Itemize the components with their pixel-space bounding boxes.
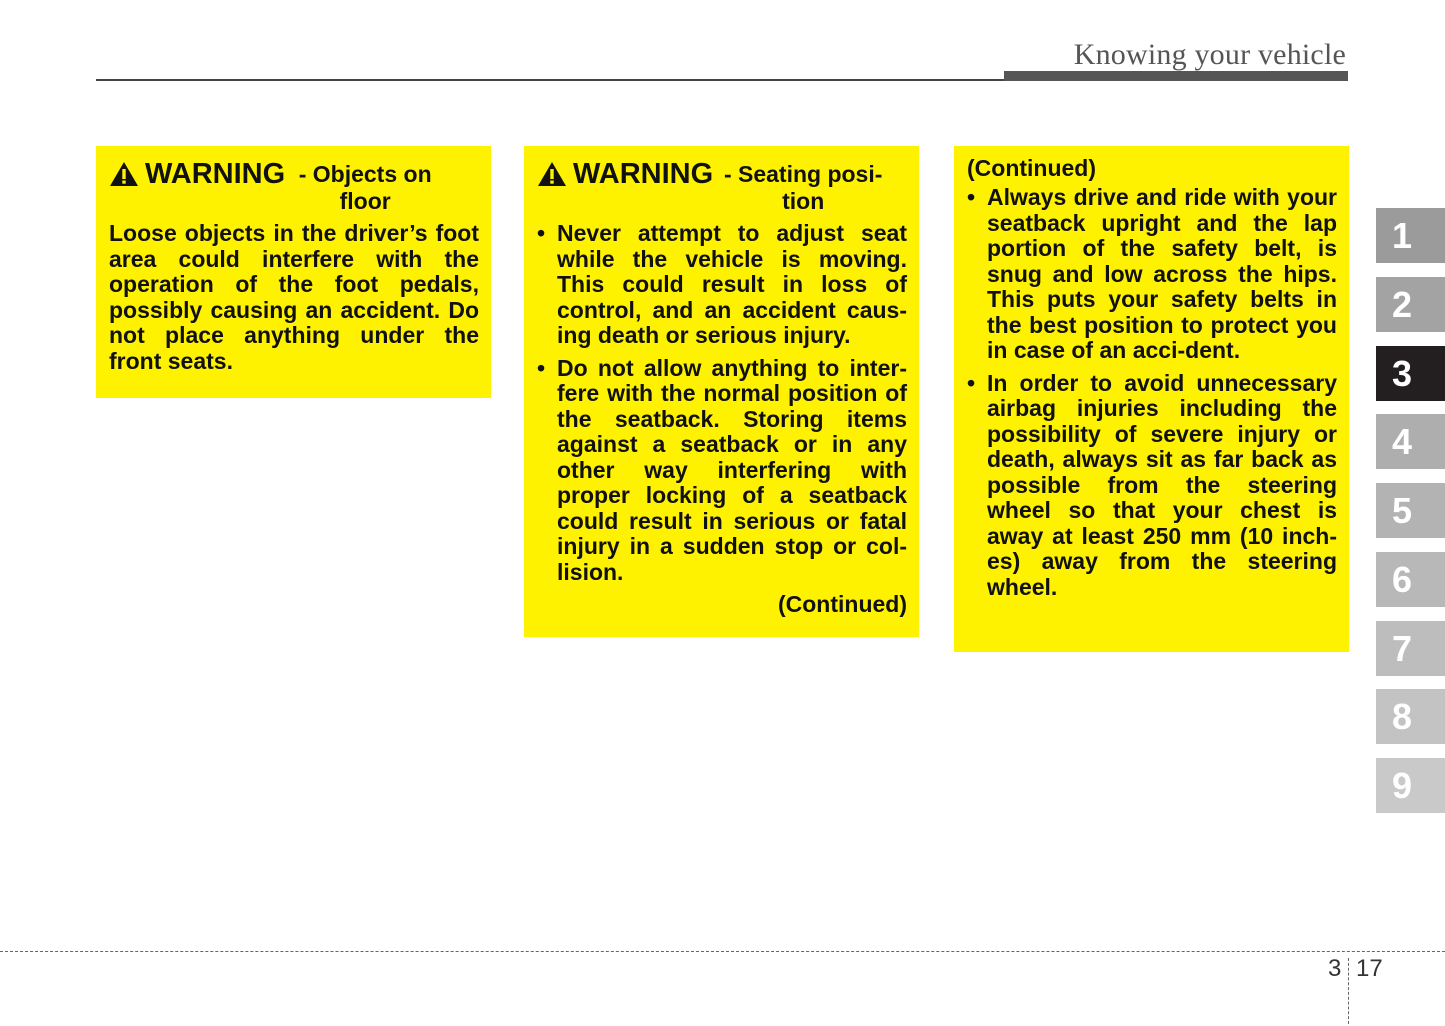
warning-header (537, 158, 907, 215)
list-item-text: Always drive and ride with your seatback upright and the lap portion of the safety belt, is snug and low across the hips. This puts your safety belts in the best position to protect you in case of an acci-dent. (987, 184, 1337, 363)
chapter-tab-1[interactable]: 1 (1376, 208, 1445, 263)
header-bar (1004, 71, 1348, 81)
list-item (967, 185, 1337, 364)
warning-label: WARNING (573, 158, 714, 190)
continued-label: (Continued) (967, 155, 1097, 181)
chapter-tab-6[interactable]: 6 (1376, 552, 1445, 607)
warning-triangle-icon (109, 161, 139, 187)
page-number-divider (1348, 958, 1349, 1024)
warning-box-seating-position (524, 146, 919, 637)
warning-header (109, 158, 479, 215)
warning-triangle-icon (537, 161, 567, 187)
list-item-text: Never attempt to adjust seat while the vehicle is moving. This could result in loss of control, and an accident caus-ing death or serious injury. (557, 220, 907, 348)
chapter-tab-4[interactable]: 4 (1376, 414, 1445, 469)
warning-label: WARNING (145, 158, 286, 190)
list-item (537, 221, 907, 349)
header-rule (96, 79, 1004, 81)
chapter-number: 3 (1328, 955, 1342, 982)
list-item (967, 371, 1337, 601)
section-title: Knowing your vehicle (1073, 38, 1346, 71)
warning-box-continued (954, 146, 1349, 652)
bullet-icon: • (537, 220, 546, 246)
list-item-text: Do not allow anything to inter-fere with the normal position of the seatback. Storing items against a seatback or in any other way interfering with proper locking of a seatback could result in serious or fatal injury in a sudden stop or col-lision. (557, 354, 907, 585)
bullet-icon: • (967, 184, 976, 210)
warning-subtitle: - Seating posi-tion (723, 161, 883, 214)
continued-label: (Continued) (777, 591, 907, 617)
list-item (537, 356, 907, 586)
chapter-tab-9[interactable]: 9 (1376, 758, 1445, 813)
warning-body-text: Loose objects in the driver’s foot area could interfere with the operation of the foot pedals, possibly causing an accident. Do not place anything under the front seats. (109, 220, 479, 374)
chapter-tab-8[interactable]: 8 (1376, 689, 1445, 744)
footer-divider (0, 951, 1445, 952)
page-number: 17 (1356, 955, 1383, 982)
list-item-text: In order to avoid unnecessary airbag injuries including the possibility of severe injury or death, always sit as far back as possible from the steering wheel so that your chest is away at least 250 mm (10 inch-es) away from the steering wheel. (987, 369, 1337, 600)
warning-subtitle: - Objects on floor (298, 161, 432, 214)
bullet-icon: • (537, 354, 546, 381)
chapter-tab-3[interactable]: 3 (1376, 346, 1445, 401)
chapter-tab-2[interactable]: 2 (1376, 277, 1445, 332)
warning-box-objects-on-floor (96, 146, 491, 398)
chapter-tab-7[interactable]: 7 (1376, 621, 1445, 676)
chapter-tab-5[interactable]: 5 (1376, 483, 1445, 538)
bullet-icon: • (967, 369, 976, 396)
